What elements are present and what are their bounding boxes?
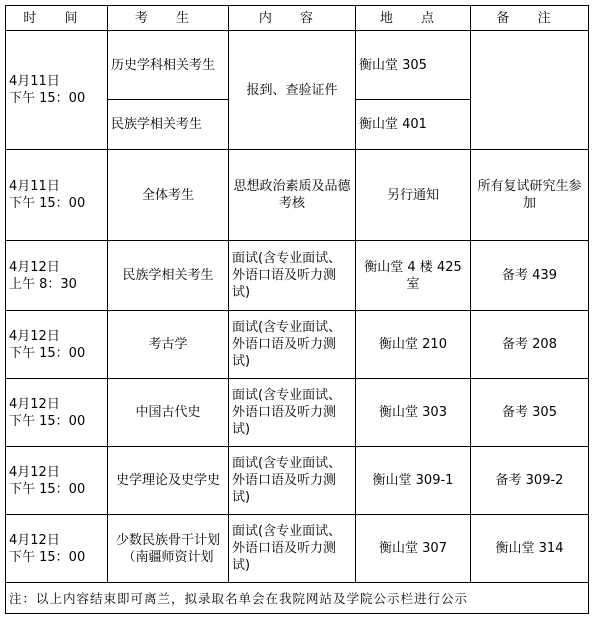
content-cell: 报到、查验证件: [229, 31, 356, 150]
candidates-cell: 全体考生: [108, 150, 229, 241]
time-cell: [6, 150, 108, 241]
table-row: [6, 150, 589, 241]
location-cell: 衡山堂 210: [356, 311, 471, 379]
table-row: [6, 311, 589, 379]
content-cell: 面试(含专业面试、外语口语及听力测试): [229, 311, 356, 379]
time-cell: [6, 241, 108, 311]
table-row: [6, 241, 589, 311]
period-text: 上午 8：30: [9, 276, 77, 292]
content-cell: 面试(含专业面试、外语口语及听力测试): [229, 447, 356, 515]
schedule-table: [5, 5, 589, 614]
date-text: 4月11日: [9, 179, 60, 194]
date-text: 4月11日: [9, 74, 60, 89]
header-candidates: 考 生: [108, 6, 229, 31]
candidates-cell: 史学理论及史学史: [108, 447, 229, 515]
time-cell: [6, 31, 108, 150]
content-cell: 面试(含专业面试、外语口语及听力测试): [229, 379, 356, 447]
content-cell: 面试(含专业面试、外语口语及听力测试): [229, 241, 356, 311]
location-cell: 另行通知: [356, 150, 471, 241]
period-text: 下午 15：00: [9, 196, 86, 211]
candidates-cell: 中国古代史: [108, 379, 229, 447]
date-text: 4月12日: [9, 532, 60, 548]
header-time: 时 间: [6, 6, 108, 31]
content-cell: 面试(含专业面试、外语口语及听力测试): [229, 515, 356, 583]
date-text: 4月12日: [9, 328, 60, 344]
header-location: 地 点: [356, 6, 471, 31]
remark-cell: 所有复试研究生参加: [471, 150, 589, 241]
header-remark: 备 注: [471, 6, 589, 31]
candidates-cell: 历史学科相关考生: [108, 31, 229, 100]
location-cell: 衡山堂 305: [356, 31, 471, 100]
table-row: [6, 447, 589, 515]
period-text: 下午 15：00: [9, 91, 86, 106]
period-text: 下午 15：00: [9, 481, 86, 497]
date-text: 4月12日: [9, 464, 60, 480]
time-cell: [6, 311, 108, 379]
period-text: 下午 15：00: [9, 345, 86, 361]
note-row: [6, 583, 589, 614]
date-text: 4月12日: [9, 259, 60, 275]
period-text: 下午 15：00: [9, 549, 86, 565]
remark-cell: 备考 309-2: [471, 447, 589, 515]
location-cell: 衡山堂 4 楼 425 室: [356, 241, 471, 311]
header-content: 内 容: [229, 6, 356, 31]
remark-cell: 衡山堂 314: [471, 515, 589, 583]
time-cell: [6, 515, 108, 583]
table-row: [6, 31, 589, 100]
location-cell: 衡山堂 401: [356, 100, 471, 150]
candidates-cell: 民族学相关考生: [108, 100, 229, 150]
remark-cell: 备考 305: [471, 379, 589, 447]
footnote: 注：以上内容结束即可离兰，拟录取名单会在我院网站及学院公示栏进行公示: [6, 583, 589, 614]
time-cell: [6, 447, 108, 515]
location-cell: 衡山堂 309-1: [356, 447, 471, 515]
header-row: [6, 6, 589, 31]
remark-cell: [471, 31, 589, 150]
remark-cell: 备考 439: [471, 241, 589, 311]
table-row: [6, 515, 589, 583]
period-text: 下午 15：00: [9, 413, 86, 429]
location-cell: 衡山堂 303: [356, 379, 471, 447]
candidates-cell: 少数民族骨干计划（南疆师资计划: [108, 515, 229, 583]
candidates-cell: 考古学: [108, 311, 229, 379]
candidates-cell: 民族学相关考生: [108, 241, 229, 311]
location-cell: 衡山堂 307: [356, 515, 471, 583]
date-text: 4月12日: [9, 396, 60, 412]
table-row: [6, 379, 589, 447]
time-cell: [6, 379, 108, 447]
content-cell: 思想政治素质及品德考核: [229, 150, 356, 241]
remark-cell: 备考 208: [471, 311, 589, 379]
